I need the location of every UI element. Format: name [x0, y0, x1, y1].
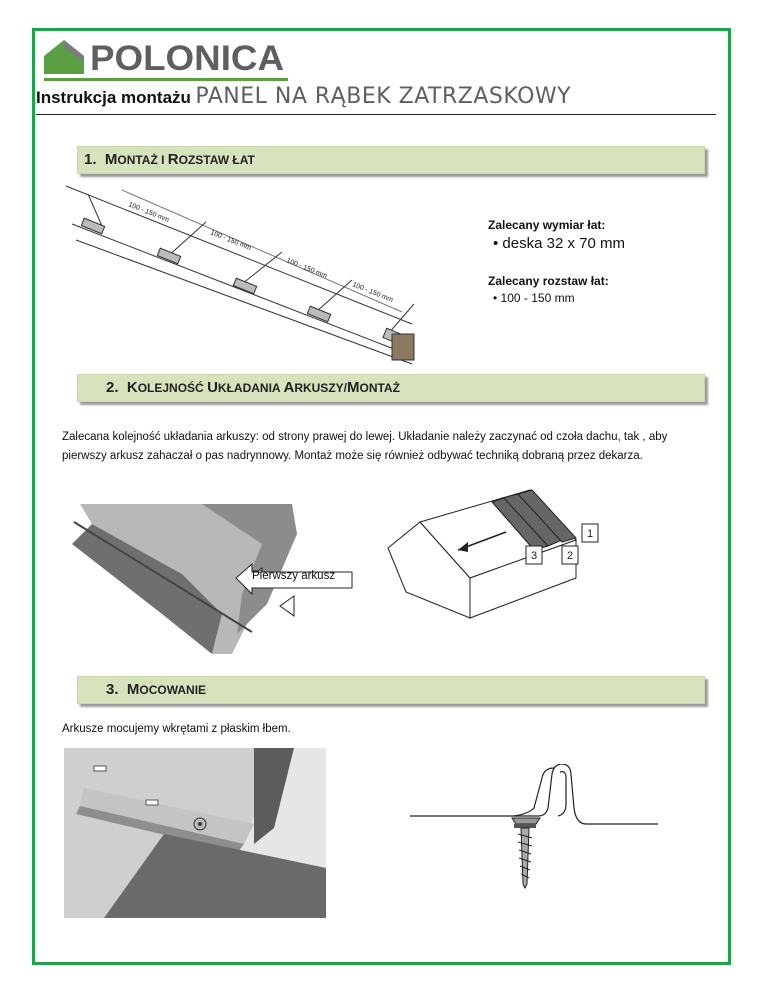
logo-underline — [44, 78, 288, 81]
house-sheet-order-diagram — [380, 488, 620, 636]
first-sheet-label: Pierwszy arkusz — [252, 570, 336, 582]
screw-fixing-illustration — [64, 748, 326, 918]
batten-size-value: • deska 32 x 70 mm — [493, 235, 625, 252]
sheet-number: 2 — [567, 550, 574, 562]
batten-spacing-diagram — [62, 184, 422, 368]
section-1-heading: 1. MONTAŻ I ROZSTAW ŁAT — [77, 146, 705, 174]
spacing-label: 100 - 150 mm — [127, 201, 170, 225]
order-instructions: Zalecana kolejność układania arkuszy: od strony prawej do lewej. Układanie należy zaczynać od czoła dachu, tak , aby pierwszy arkusz zahaczał o pas nadrynnowy. Montaż może się również odbywać techniką dobraną przez dekarza. — [62, 431, 668, 462]
spacing-label: 100 - 150 mm — [351, 281, 394, 305]
section-3-heading: 3. MOCOWANIE — [77, 676, 705, 704]
brand-name: POLONICA — [90, 39, 284, 76]
polonica-logo — [44, 36, 286, 76]
batten-size-heading: Zalecany wymiar łat: — [488, 218, 606, 232]
fixing-instructions: Arkusze mocujemy wkrętami z płaskim łbem. — [62, 723, 291, 735]
section-2-heading: 2. KOLEJNOŚĆ UKŁADANIA ARKUSZY/MONTAŻ — [77, 374, 705, 402]
document-title: Instrukcja montażu PANEL NA RĄBEK ZATRZASKOWY — [36, 84, 716, 115]
batten-spacing-value: • 100 - 150 mm — [493, 291, 575, 305]
sheet-number: 1 — [587, 528, 594, 540]
batten-spacing-heading: Zalecany rozstaw łat: — [488, 274, 609, 288]
screw-washer — [514, 824, 536, 828]
spacing-label: 100 - 150 mm — [285, 257, 328, 281]
sheet-number: 3 — [531, 550, 538, 562]
spacing-label: 100 - 150 mm — [209, 229, 252, 253]
seam-cross-section-diagram — [410, 764, 662, 890]
